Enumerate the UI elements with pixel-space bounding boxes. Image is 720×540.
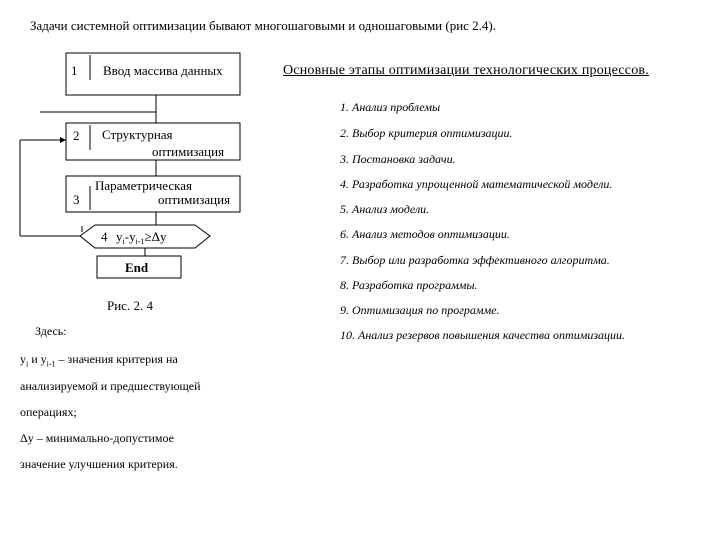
notes-line-2: анализируемой и предшествующей xyxy=(20,379,201,393)
stage-item: 8. Разработка программы. xyxy=(340,278,478,292)
stage-item: 10. Анализ резервов повышения качества оптимизации. xyxy=(340,328,626,342)
stage-item: 4. Разработка упрощенной математической модели. xyxy=(340,177,613,191)
top-caption: Задачи системной оптимизации бывают многошаговыми и одношаговыми (рис 2.4). xyxy=(30,18,497,33)
stage-item: 9. Оптимизация по программе. xyxy=(340,303,500,317)
stage-item: 5. Анализ модели. xyxy=(340,202,430,216)
flowchart-diagram xyxy=(0,0,260,300)
block-2-number: 2 xyxy=(73,128,80,143)
block-1-number: 1 xyxy=(71,63,78,78)
block-3-label-2: оптимизация xyxy=(158,192,231,207)
decision-number: 4 xyxy=(101,229,108,244)
block-3-label-1: Параметрическая xyxy=(95,178,192,193)
stages-title: Основные этапы оптимизации технологических процессов. xyxy=(283,63,649,78)
notes-line-4: Δy – минимально-допустимое xyxy=(20,431,174,445)
figure-caption: Рис. 2. 4 xyxy=(107,298,153,313)
stage-item: 1. Анализ проблемы xyxy=(340,100,441,114)
block-2-label-2: оптимизация xyxy=(152,144,225,159)
end-label: End xyxy=(125,260,149,275)
stage-item: 3. Постановка задачи. xyxy=(340,152,456,166)
block-3-number: 3 xyxy=(73,192,80,207)
stage-item: 7. Выбор или разработка эффективного алгоритма. xyxy=(340,253,610,267)
block-2-label-1: Структурная xyxy=(102,127,173,142)
stage-item: 6. Анализ методов оптимизации. xyxy=(340,227,510,241)
notes-line-5: значение улучшения критерия. xyxy=(20,457,178,471)
stage-item: 2. Выбор критерия оптимизации. xyxy=(340,126,513,140)
notes-heading: Здесь: xyxy=(35,324,67,338)
notes-line-1: $y_i$ и $y_{i-1}$ – значения критерия на xyxy=(20,352,178,369)
notes-line-3: операциях; xyxy=(20,405,77,419)
block-1-label: Ввод массива данных xyxy=(103,63,223,78)
decision-condition: $y_i-y_{i-1}\ge\Delta y$ xyxy=(116,229,167,246)
